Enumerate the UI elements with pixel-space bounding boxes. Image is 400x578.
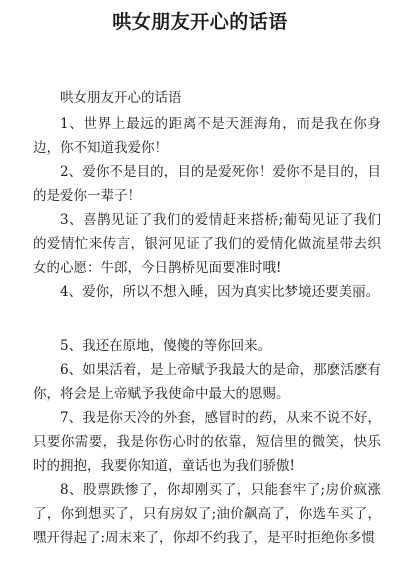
document-body xyxy=(33,86,381,550)
list-item: 4、爱你，所以不想入睡，因为真实比梦境还要美丽。 xyxy=(60,284,380,300)
list-item: 6、如果活着，是上帝赋予我最大的是命，那麽活麽有你，将会是上帝赋予我使命中最大的恩赐。 xyxy=(33,362,381,402)
section-subtitle: 哄女朋友开心的话语 xyxy=(60,90,182,106)
list-item: 8、股票跌惨了，你却刚买了，只能套牢了;房价疯涨了，你到想买了，只有房奴了;油价飙高了，你选车买了，嘿开得起了:周末来了，你却不约我了，是平时拒绝你多惯 xyxy=(33,482,381,546)
list-item: 3、喜鹊见证了我们的爱情赶来搭桥;葡萄见证了我们的爱情忙来传言，银河见证了我们的爱情化做流星带去织女的心愿：牛郎，今日鹊桥见面要准时哦! xyxy=(33,212,381,276)
list-item: 5、我还在原地，傻傻的等你回来。 xyxy=(60,338,272,354)
list-item: 1、世界上最远的距离不是天涯海角，而是我在你身边，你不知道我爱你！ xyxy=(33,116,381,156)
list-item: 7、我是你天冷的外套，感冒时的药，从来不说不好，只要你需要，我是你伤心时的依靠，短信里的微笑，快乐时的拥抱，我要你知道，童话也为我们骄傲! xyxy=(33,410,381,474)
document-title: 哄女朋友开心的话语 xyxy=(112,11,288,33)
list-item: 2、爱你不是目的，目的是爱死你！爱你不是目的，目的是爱你一辈子！ xyxy=(33,164,381,204)
